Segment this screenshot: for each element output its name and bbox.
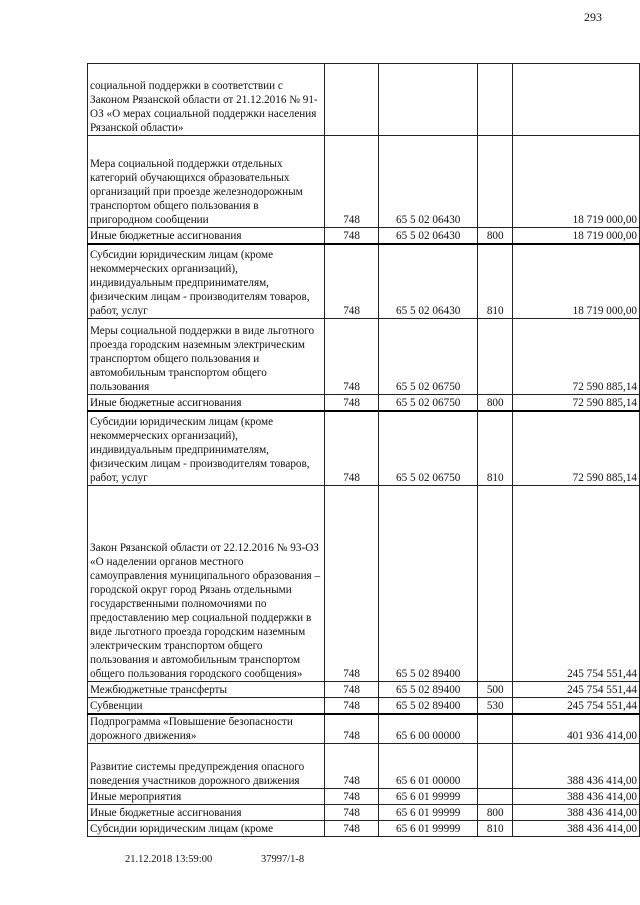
table-row (88, 821, 640, 837)
row-name: Иные бюджетные ассигнования (88, 395, 325, 411)
row-expense-type-code (477, 744, 512, 789)
row-department-code: 748 (324, 244, 379, 319)
row-amount: 18 719 000,00 (513, 244, 640, 319)
footer-document-id: 37997/1-8 (261, 854, 305, 865)
row-name: Субсидии юридическим лицам (кроме (88, 821, 325, 837)
table-row (88, 411, 640, 486)
table-row (88, 805, 640, 821)
row-amount: 72 590 885,14 (513, 319, 640, 395)
table-row (88, 64, 640, 136)
footer-timestamp: 21.12.2018 13:59:00 (125, 854, 213, 865)
table-row (88, 395, 640, 411)
row-expense-type-code: 800 (477, 395, 512, 411)
row-expense-type-code: 800 (477, 805, 512, 821)
row-expense-type-code (477, 136, 512, 228)
row-amount: 388 436 414,00 (513, 744, 640, 789)
row-amount: 388 436 414,00 (513, 821, 640, 837)
table-row (88, 744, 640, 789)
page-number: 293 (584, 10, 602, 24)
row-target-item-code: 65 6 01 00000 (379, 744, 478, 789)
row-name: Субсидии юридическим лицам (кроме некоммерческих организаций), индивидуальным предпринимателям, физическим лицам - производителям товаров, работ, услуг (88, 244, 325, 319)
row-name: Иные бюджетные ассигнования (88, 228, 325, 244)
row-amount (513, 64, 640, 136)
table-row (88, 319, 640, 395)
row-expense-type-code: 810 (477, 244, 512, 319)
row-name: Иные мероприятия (88, 789, 325, 805)
row-department-code: 748 (324, 228, 379, 244)
row-name: Субсидии юридическим лицам (кроме некоммерческих организаций), индивидуальным предпринимателям, физическим лицам - производителям товаров, работ, услуг (88, 411, 325, 486)
budget-table (87, 63, 640, 837)
row-target-item-code: 65 6 01 99999 (379, 789, 478, 805)
row-expense-type-code: 810 (477, 411, 512, 486)
row-name: Закон Рязанской области от 22.12.2016 № 93-ОЗ «О наделении органов местного самоуправления муниципального образования – городской округ город Рязань отдельными государственными полномочиями по предоставлению мер социальной поддержки в виде льготного проезда городским наземным электрическим транспортом общего пользования и автомобильным транспортом общего пользования городского сообщения» (88, 486, 325, 682)
row-target-item-code: 65 6 01 99999 (379, 805, 478, 821)
row-expense-type-code (477, 789, 512, 805)
row-target-item-code: 65 6 01 99999 (379, 821, 478, 837)
row-department-code: 748 (324, 136, 379, 228)
row-name: Мера социальной поддержки отдельных категорий обучающихся образовательных организаций при проезде железнодорожным транспортом общего пользования в пригородном сообщении (88, 136, 325, 228)
row-department-code: 748 (324, 411, 379, 486)
row-amount: 388 436 414,00 (513, 789, 640, 805)
row-department-code: 748 (324, 698, 379, 714)
row-name: Подпрограмма «Повышение безопасности дорожного движения» (88, 714, 325, 744)
row-name: социальной поддержки в соответствии с Законом Рязанской области от 21.12.2016 № 91-ОЗ «О мерах социальной поддержки населения Рязанской области» (88, 64, 325, 136)
row-amount: 245 754 551,44 (513, 486, 640, 682)
row-expense-type-code (477, 486, 512, 682)
row-amount: 401 936 414,00 (513, 714, 640, 744)
table-row (88, 486, 640, 682)
row-target-item-code (379, 64, 478, 136)
row-expense-type-code: 800 (477, 228, 512, 244)
row-amount: 18 719 000,00 (513, 228, 640, 244)
row-target-item-code: 65 5 02 06430 (379, 228, 478, 244)
row-department-code: 748 (324, 319, 379, 395)
row-target-item-code: 65 6 00 00000 (379, 714, 478, 744)
row-department-code: 748 (324, 486, 379, 682)
row-amount: 245 754 551,44 (513, 698, 640, 714)
row-amount: 72 590 885,14 (513, 411, 640, 486)
row-department-code (324, 64, 379, 136)
row-amount: 72 590 885,14 (513, 395, 640, 411)
table-row (88, 714, 640, 744)
row-department-code: 748 (324, 714, 379, 744)
row-name: Иные бюджетные ассигнования (88, 805, 325, 821)
table-row (88, 228, 640, 244)
row-target-item-code: 65 5 02 06430 (379, 136, 478, 228)
table-body (88, 64, 640, 837)
row-target-item-code: 65 5 02 89400 (379, 698, 478, 714)
row-target-item-code: 65 5 02 89400 (379, 682, 478, 698)
row-expense-type-code: 500 (477, 682, 512, 698)
row-amount: 18 719 000,00 (513, 136, 640, 228)
table-row (88, 682, 640, 698)
row-department-code: 748 (324, 744, 379, 789)
row-expense-type-code (477, 64, 512, 136)
row-expense-type-code (477, 319, 512, 395)
row-amount: 245 754 551,44 (513, 682, 640, 698)
row-name: Развитие системы предупреждения опасного поведения участников дорожного движения (88, 744, 325, 789)
row-target-item-code: 65 5 02 06430 (379, 244, 478, 319)
row-expense-type-code (477, 714, 512, 744)
table-row (88, 136, 640, 228)
table-row (88, 698, 640, 714)
row-department-code: 748 (324, 395, 379, 411)
row-name: Межбюджетные трансферты (88, 682, 325, 698)
row-name: Меры социальной поддержки в виде льготного проезда городским наземным электрическим транспортом общего пользования и автомобильным транспортом общего пользования (88, 319, 325, 395)
row-target-item-code: 65 5 02 06750 (379, 395, 478, 411)
row-department-code: 748 (324, 805, 379, 821)
row-department-code: 748 (324, 789, 379, 805)
row-target-item-code: 65 5 02 06750 (379, 319, 478, 395)
row-department-code: 748 (324, 821, 379, 837)
row-target-item-code: 65 5 02 89400 (379, 486, 478, 682)
row-name: Субвенции (88, 698, 325, 714)
row-expense-type-code: 530 (477, 698, 512, 714)
row-target-item-code: 65 5 02 06750 (379, 411, 478, 486)
table-row (88, 244, 640, 319)
table-row (88, 789, 640, 805)
row-expense-type-code: 810 (477, 821, 512, 837)
row-department-code: 748 (324, 682, 379, 698)
row-amount: 388 436 414,00 (513, 805, 640, 821)
